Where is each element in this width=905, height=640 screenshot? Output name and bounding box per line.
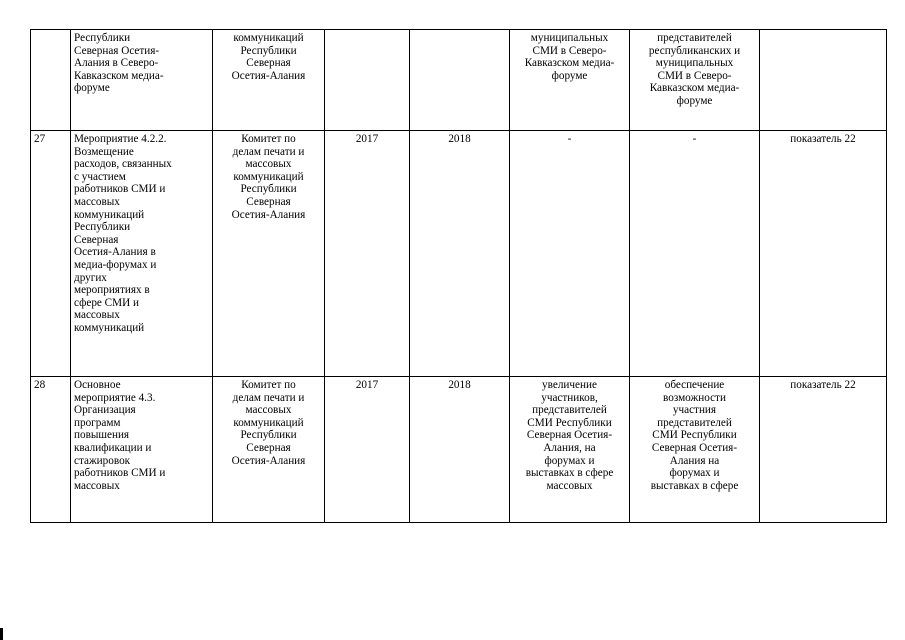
consequence-cell: представителей республиканских и муниципальных СМИ в Северо- Кавказском медиа- форуме	[630, 30, 760, 131]
row-number-cell: 27	[31, 131, 71, 377]
row-number-cell	[31, 30, 71, 131]
row-number-cell: 28	[31, 377, 71, 523]
activity-name-cell: Мероприятие 4.2.2. Возмещение расходов, связанных с участием работников СМИ и массовых коммуникаций Республики Северная Осетия-Алания в медиа-форумах и других мероприятиях в сфере СМИ и массовых коммуникаций	[71, 131, 213, 377]
expected-result-cell: увеличение участников, представителей СМИ Республики Северная Осетия- Алания, на форумах и выставках в сфере массовых	[510, 377, 630, 523]
indicator-cell: показатель 22	[760, 131, 887, 377]
consequence-cell: обеспечение возможности участния представителей СМИ Республики Северная Осетия- Алания на форумах и выставках в сфере	[630, 377, 760, 523]
indicator-cell	[760, 30, 887, 131]
table-row	[31, 131, 887, 377]
table-row	[31, 30, 887, 131]
expected-result-cell: муниципальных СМИ в Северо- Кавказском медиа- форуме	[510, 30, 630, 131]
indicator-cell: показатель 22	[760, 377, 887, 523]
start-year-cell	[325, 30, 410, 131]
activity-name-cell: Республики Северная Осетия- Алания в Северо- Кавказском медиа- форуме	[71, 30, 213, 131]
end-year-cell: 2018	[410, 131, 510, 377]
consequence-cell: -	[630, 131, 760, 377]
activity-name-cell: Основное мероприятие 4.3. Организация программ повышения квалификации и стажировок работников СМИ и массовых	[71, 377, 213, 523]
executor-cell: Комитет по делам печати и массовых коммуникаций Республики Северная Осетия-Алания	[213, 377, 325, 523]
executor-cell: коммуникаций Республики Северная Осетия-Алания	[213, 30, 325, 131]
end-year-cell	[410, 30, 510, 131]
expected-result-cell: -	[510, 131, 630, 377]
end-year-cell: 2018	[410, 377, 510, 523]
program-activities-table	[30, 29, 887, 523]
start-year-cell: 2017	[325, 131, 410, 377]
executor-cell: Комитет по делам печати и массовых коммуникаций Республики Северная Осетия-Алания	[213, 131, 325, 377]
scan-edge-mark	[0, 628, 3, 640]
table-row	[31, 377, 887, 523]
start-year-cell: 2017	[325, 377, 410, 523]
